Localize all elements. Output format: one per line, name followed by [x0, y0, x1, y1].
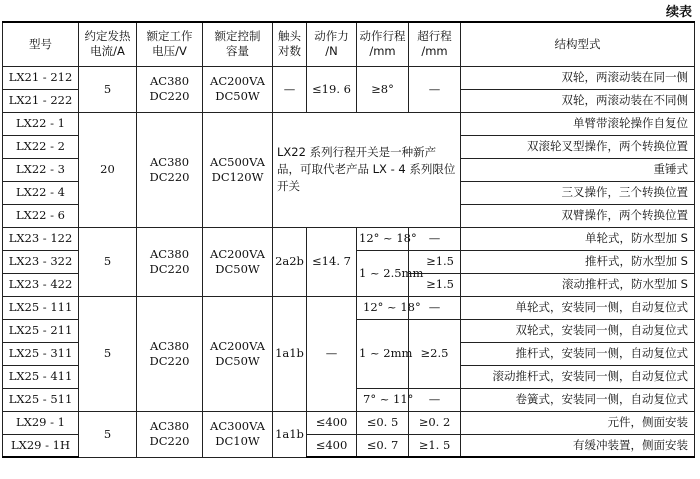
cell-model: LX22 - 4: [3, 181, 79, 204]
table-row: [3, 296, 695, 319]
cell-current: 20: [79, 112, 137, 227]
header-contacts: 触头 对数: [273, 22, 307, 66]
header-force: 动作力 /N: [307, 22, 357, 66]
cell-structure: 推杆式，防水型加 S: [461, 250, 695, 273]
header-model: 型号: [3, 22, 79, 66]
cell-model: LX21 - 222: [3, 89, 79, 112]
header-row: [3, 22, 695, 66]
cell-current: 5: [79, 227, 137, 296]
cell-current: 5: [79, 66, 137, 112]
cell-capacity: AC200VA DC50W: [203, 66, 273, 112]
cell-force: —: [307, 296, 357, 411]
cell-over-travel: —: [409, 227, 461, 250]
continued-label: 续表: [665, 5, 692, 20]
cell-model: LX23 - 422: [3, 273, 79, 296]
cell-structure: 有缓冲装置，侧面安装: [461, 434, 695, 457]
cell-voltage: AC380 DC220: [137, 66, 203, 112]
cell-travel: ≥8°: [357, 66, 409, 112]
cell-model: LX21 - 212: [3, 66, 79, 89]
switch-spec-table: [2, 21, 695, 458]
table-row: [3, 66, 695, 89]
cell-structure: 双臂操作，两个转换位置: [461, 204, 695, 227]
cell-model: LX25 - 511: [3, 388, 79, 411]
table-row: [3, 227, 695, 250]
table-row: [3, 112, 695, 135]
cell-model: LX23 - 122: [3, 227, 79, 250]
cell-force: ≤19. 6: [307, 66, 357, 112]
cell-travel: ≤0. 7: [357, 434, 409, 457]
cell-structure: 双轮式，安装同一侧，自动复位式: [461, 319, 695, 342]
cell-model: LX29 - 1: [3, 411, 79, 434]
cell-model: LX22 - 3: [3, 158, 79, 181]
cell-structure: 元件，侧面安装: [461, 411, 695, 434]
cell-model: LX25 - 311: [3, 342, 79, 365]
cell-contacts: 1a1b: [273, 411, 307, 457]
cell-model: LX25 - 211: [3, 319, 79, 342]
cell-structure: 双轮，两滚动装在同一侧: [461, 66, 695, 89]
cell-structure: 三叉操作，三个转换位置: [461, 181, 695, 204]
header-current: 约定发热 电流/A: [79, 22, 137, 66]
cell-over-travel: —: [409, 388, 461, 411]
cell-over-travel: ≥0. 2: [409, 411, 461, 434]
header-voltage: 额定工作 电压/V: [137, 22, 203, 66]
cell-force: ≤14. 7: [307, 227, 357, 296]
cell-series-note: LX22 系列行程开关是一种新产品，可取代老产品 LX - 4 系列限位开关: [273, 112, 461, 227]
cell-model: LX22 - 6: [3, 204, 79, 227]
cell-structure: 卷簧式，安装同一侧，自动复位式: [461, 388, 695, 411]
cell-travel: 7° ~ 11°: [357, 388, 409, 411]
cell-contacts: 2a2b: [273, 227, 307, 296]
cell-capacity: AC500VA DC120W: [203, 112, 273, 227]
cell-over-travel: ≥1. 5: [409, 434, 461, 457]
table-row: [3, 411, 695, 434]
cell-travel: 1 ~ 2mm: [357, 319, 409, 388]
cell-capacity: AC200VA DC50W: [203, 296, 273, 411]
cell-over-travel: ≥2.5: [409, 319, 461, 388]
cell-over-travel: ≥1.5: [409, 273, 461, 296]
cell-over-travel: —: [409, 296, 461, 319]
cell-structure: 重锤式: [461, 158, 695, 181]
cell-voltage: AC380 DC220: [137, 112, 203, 227]
header-over-travel: 超行程 /mm: [409, 22, 461, 66]
cell-model: LX25 - 411: [3, 365, 79, 388]
cell-structure: 双轮，两滚动装在不同侧: [461, 89, 695, 112]
cell-force: ≤400: [307, 411, 357, 434]
cell-structure: 单轮式，安装同一侧，自动复位式: [461, 296, 695, 319]
cell-travel: ≤0. 5: [357, 411, 409, 434]
cell-structure: 滚动推杆式，防水型加 S: [461, 273, 695, 296]
cell-capacity: AC200VA DC50W: [203, 227, 273, 296]
cell-model: LX29 - 1H: [3, 434, 79, 457]
header-structure: 结构型式: [461, 22, 695, 66]
cell-structure: 双滚轮叉型操作，两个转换位置: [461, 135, 695, 158]
header-capacity: 额定控制 容量: [203, 22, 273, 66]
cell-travel: 12° ~ 18°: [357, 227, 409, 250]
header-travel: 动作行程 /mm: [357, 22, 409, 66]
cell-voltage: AC380 DC220: [137, 296, 203, 411]
cell-contacts: —: [273, 66, 307, 112]
cell-contacts: 1a1b: [273, 296, 307, 411]
cell-over-travel: ≥1.5: [409, 250, 461, 273]
cell-travel: 12° ~ 18°: [357, 296, 409, 319]
cell-over-travel: —: [409, 66, 461, 112]
cell-model: LX25 - 111: [3, 296, 79, 319]
cell-force: ≤400: [307, 434, 357, 457]
cell-structure: 滚动推杆式，安装同一侧，自动复位式: [461, 365, 695, 388]
cell-voltage: AC380 DC220: [137, 411, 203, 457]
cell-structure: 单轮式，防水型加 S: [461, 227, 695, 250]
cell-model: LX22 - 1: [3, 112, 79, 135]
cell-model: LX23 - 322: [3, 250, 79, 273]
cell-current: 5: [79, 411, 137, 457]
cell-structure: 推杆式，安装同一侧，自动复位式: [461, 342, 695, 365]
cell-voltage: AC380 DC220: [137, 227, 203, 296]
cell-capacity: AC300VA DC10W: [203, 411, 273, 457]
cell-structure: 单臂带滚轮操作自复位: [461, 112, 695, 135]
cell-model: LX22 - 2: [3, 135, 79, 158]
cell-travel: 1 ~ 2.5mm: [357, 250, 409, 296]
cell-current: 5: [79, 296, 137, 411]
